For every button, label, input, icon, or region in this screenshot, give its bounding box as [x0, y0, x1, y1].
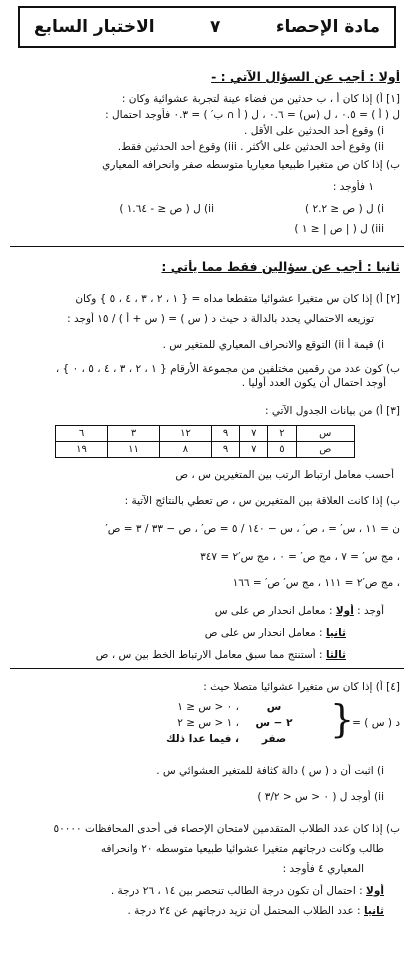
table-row-y — [56, 442, 355, 458]
table-cell: ٩ — [211, 442, 239, 458]
q3b-line-5: أوجد : أولا : معامل انحدار ص على س — [214, 605, 384, 617]
q4a-item-2: ii) أوجد ل ( ٠ < س < ٣/٢ ) — [257, 791, 384, 803]
table-row-x — [56, 426, 355, 442]
piecewise-function-label: د ( س ) = — [352, 717, 400, 729]
q1b-line-1: ب) إذا كان ص متغيرا طبيعيا معياريا متوسطه صفر وانحرافه المعياري — [102, 159, 400, 171]
q3b-line-4: ، مج ص′٢ = ١١١ ، مج س′ ص′ = ١٦٦ — [232, 577, 400, 589]
q4b-line-1: ب) إذا كان عدد الطلاب المتقدمين لامتحان الإحصاء فى أحدى المحافظات ٥٠٠٠٠ — [53, 823, 400, 835]
q4b-item-1: أولا : احتمال أن تكون درجة الطالب تنحصر بين ١٤ ، ٢٦ درجة . — [110, 885, 384, 897]
piece-1-expr: س — [266, 701, 282, 713]
data-table — [55, 425, 355, 458]
q4b-line-2: طالب وكانت درجاتهم متغيرا عشوائيا طبيعيا متوسطه ٢٠ وانحرافه — [100, 843, 384, 855]
table-cell: ١١ — [108, 442, 160, 458]
q3b-line-2: ن = ١١ ، س′ = ، ص′ ، س − ١٤٠ / ٥ = ص′ ، ص − ٣٣ / ٣ = ص′ — [105, 523, 400, 535]
q4a-line-1: [٤] أ) إذا كان س متغيرا عشوائيا متصلا حيث : — [203, 681, 400, 693]
table-cell: ١٢ — [160, 426, 212, 442]
q2a-line-1: [٢] أ) إذا كان س متغيرا عشوائيا متقطعا مداه = { ١ ، ٢ ، ٣ ، ٤ ، ٥ } وكان — [75, 293, 400, 305]
q3b-line-1: ب) إذا كانت العلاقة بين المتغيرين س ، ص تعطي بالنتائج الآتية : — [124, 495, 400, 507]
table-cell: ٧ — [240, 426, 268, 442]
q2a-line-3: i) قيمة أ ii) التوقع والانحراف المعياري للمتغير س . — [162, 339, 384, 351]
subject-title: مادة الإحصاء — [275, 17, 380, 37]
q2b-line-2: أوجد احتمال أن يكون العدد أوليا . — [241, 377, 386, 389]
q3b-line-6: ثانيا : معامل انحدار س على ص — [204, 627, 346, 639]
q4b-line-3: المعياري ٤ فأوجد : — [282, 863, 364, 875]
q2a-line-2: توزيعه الاحتمالي يحدد بالدالة د حيث د ( س ) = ( س + أ ) / ١٥ أوجد : — [67, 313, 374, 325]
piece-2-expr: ٢ − س — [255, 717, 293, 729]
exam-title: الاختبار السابع — [34, 17, 155, 37]
q3a-line-2: أحسب معامل ارتباط الرتب بين المتغيرين س ، ص — [175, 469, 394, 481]
table-cell: ١٩ — [56, 442, 108, 458]
row-label: س — [296, 426, 354, 442]
piece-1-domain: ، ٠ < س ≤ ١ — [177, 701, 239, 713]
question-divider — [10, 668, 404, 669]
q2b-line-1: ب) كون عدد من رقمين مختلفين من مجموعة الأرقام { ١ ، ٢ ، ٣ ، ٤ ، ٥ ، ٠ } ، — [55, 363, 400, 375]
q4a-item-1: i) اثبت أن د ( س ) دالة كثافة للمتغير العشوائي س . — [156, 765, 384, 777]
q1b-item-2: ii) ل ( ص ≤ - ١.٦٤ ) — [119, 203, 214, 215]
q1a-item-1: i) وقوع أحد الحدثين على الأقل . — [244, 125, 384, 137]
q1b-item-3: iii) ل ( | ص | ≤ ١ ) — [294, 223, 384, 235]
q1a-line-1: [١] أ) إذا كان أ ، ب حدثين من فضاء عينة لتجربة عشوائية وكان : — [121, 93, 400, 105]
row-label: ص — [296, 442, 354, 458]
table-cell: ٩ — [211, 426, 239, 442]
section-divider — [10, 246, 404, 247]
section-2-title: ثانيا : أجب عن سؤالين فقط مما يأتي : — [161, 260, 400, 274]
table-cell: ٧ — [240, 442, 268, 458]
piecewise-brace: { — [330, 697, 355, 741]
q3b-line-7: ثالثا : أستنتج مما سبق معامل الارتباط الخط بين س ، ص — [95, 649, 346, 661]
table-cell: ٣ — [108, 426, 160, 442]
exam-number: ٧ — [210, 17, 221, 37]
q1a-item-2: ii) وقوع أحد الحدثين على الأكثر . iii) وقوع أحد الحدثين فقط. — [117, 141, 384, 153]
q1b-line-2: ١ فأوجد : — [332, 181, 374, 193]
section-1-title: أولا : أجب عن السؤال الآتي : - — [211, 70, 400, 84]
q3a-line-1: [٣] أ) من بيانات الجدول الآتي : — [264, 405, 400, 417]
table-cell: ٥ — [268, 442, 296, 458]
piece-3-domain: ، فيما عدا ذلك — [165, 733, 239, 745]
piece-3-expr: صفر — [261, 733, 287, 745]
table-cell: ٨ — [160, 442, 212, 458]
table-cell: ٦ — [56, 426, 108, 442]
q4b-item-2: ثانيا : عدد الطلاب المحتمل أن تزيد درجاتهم عن ٢٤ درجة . — [127, 905, 384, 917]
q3b-line-3: ، مج س′ = ٧ ، مج ص′ = ٠ ، مج س′٢ = ٣٤٧ — [200, 551, 400, 563]
exam-header — [18, 6, 396, 48]
table-cell: ٢ — [268, 426, 296, 442]
piece-2-domain: ، ١ < س ≤ ٢ — [177, 717, 239, 729]
q1b-item-1: i) ل ( ص ≤ ٢.٢ ) — [305, 203, 384, 215]
q1a-line-2: ل ( أ ) = ٠.٥ ، ل (س) = ٠.٦ ، ل ( أ ∩ ب′ ) = ٠.٣ فأوجد احتمال : — [105, 109, 400, 121]
